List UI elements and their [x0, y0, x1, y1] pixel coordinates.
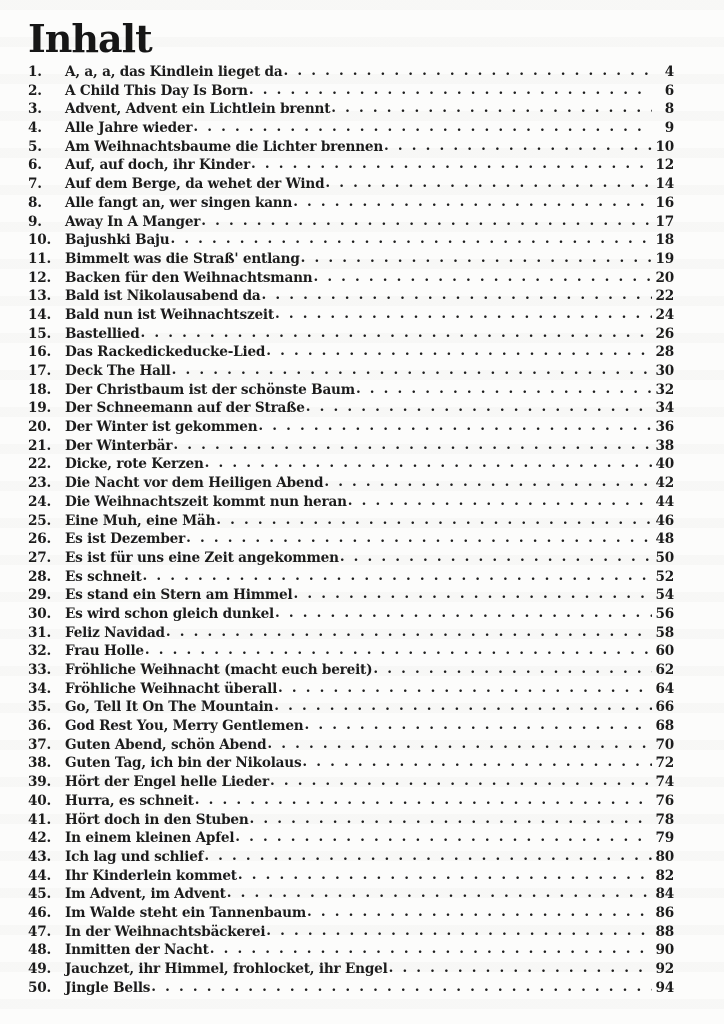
- toc-entry-number: 22.: [28, 456, 52, 473]
- dot-leader: [373, 660, 652, 679]
- toc-entry-page: 24: [655, 306, 674, 323]
- toc-entry-title: Jauchzet, ihr Himmel, frohlocket, ihr Engel: [65, 961, 388, 977]
- dot-leader: [306, 398, 652, 417]
- toc-entry-page: 86: [655, 904, 674, 921]
- toc-entry-title: Es schneit: [65, 568, 142, 585]
- toc-entry: [28, 231, 674, 250]
- toc-entry: [28, 661, 674, 680]
- dot-leader: [293, 585, 652, 604]
- toc-entry-number: 50.: [28, 979, 52, 996]
- toc-entry-page: 94: [655, 979, 674, 996]
- toc-entry-page: 42: [655, 475, 674, 492]
- toc-entry-number: 23.: [28, 475, 52, 492]
- dot-leader: [170, 230, 652, 249]
- toc-entry-page: 18: [655, 232, 674, 249]
- toc-entry: [28, 904, 674, 923]
- toc-entry-number: 30.: [28, 605, 52, 622]
- dot-leader: [205, 454, 652, 473]
- toc-entry-title: A, a, a, das Kindlein lieget da: [65, 64, 283, 80]
- toc-entry-page: 66: [655, 699, 674, 716]
- toc-entry-number: 41.: [28, 811, 52, 828]
- toc-entry-number: 4.: [28, 120, 42, 137]
- dot-leader: [278, 679, 652, 698]
- toc-entry-title: Es wird schon gleich dunkel: [65, 605, 274, 622]
- toc-entry: [28, 213, 674, 232]
- toc-entry-title: Fröhliche Weihnacht überall: [65, 680, 278, 697]
- toc-entry-number: 42.: [28, 830, 52, 847]
- toc-entry-page: 9: [664, 120, 674, 137]
- dot-leader: [193, 118, 652, 137]
- dot-leader: [313, 268, 652, 287]
- toc-entry: [28, 530, 674, 549]
- toc-entry-title: Bald nun ist Weihnachtszeit: [65, 306, 274, 323]
- toc-entry-title: Bimmelt was die Straß' entlang: [65, 250, 300, 267]
- toc-entry-number: 31.: [28, 624, 52, 641]
- toc-entry-page: 32: [655, 381, 674, 398]
- toc-entry-number: 6.: [28, 157, 42, 174]
- toc-entry-title: God Rest You, Merry Gentlemen: [65, 718, 304, 735]
- toc-entry-number: 18.: [28, 381, 52, 398]
- toc-entry-page: 28: [655, 344, 674, 361]
- toc-entry-page: 92: [655, 961, 674, 977]
- dot-leader: [166, 623, 652, 642]
- toc-entry-number: 16.: [28, 344, 52, 361]
- dot-leader: [302, 753, 652, 772]
- toc-entry-number: 9.: [28, 213, 42, 230]
- toc-entry-page: 50: [655, 549, 674, 566]
- toc-entry-title: Frau Holle: [65, 643, 144, 660]
- toc-entry-page: 10: [655, 138, 674, 155]
- toc-entry-page: 22: [655, 288, 674, 305]
- toc-entry: [28, 979, 674, 998]
- dot-leader: [210, 940, 652, 959]
- toc-entry: [28, 287, 674, 306]
- toc-entry: [28, 568, 674, 587]
- toc-entry-number: 19.: [28, 400, 52, 417]
- dot-leader: [275, 604, 652, 623]
- toc-entry-page: 12: [655, 157, 674, 174]
- toc-entry: [28, 381, 674, 400]
- toc-entry-title: Im Walde steht ein Tannenbaum: [65, 904, 307, 921]
- toc-entry-number: 29.: [28, 587, 52, 604]
- toc-entry-number: 43.: [28, 848, 52, 865]
- toc-entry-title: Hurra, es schneit: [65, 792, 194, 809]
- toc-entry-title: Bald ist Nikolausabend da: [65, 288, 261, 305]
- toc-entry: [28, 63, 674, 82]
- toc-entry-title: Am Weihnachtsbaume die Lichter brennen: [65, 138, 384, 155]
- toc-entry-page: 62: [655, 662, 674, 678]
- dot-leader: [258, 417, 652, 436]
- dot-leader: [266, 342, 652, 361]
- toc-entry: [28, 605, 674, 624]
- dot-leader: [145, 641, 652, 660]
- toc-entry-page: 90: [655, 942, 674, 959]
- toc-entry-title: Die Weihnachtszeit kommt nun heran: [65, 493, 347, 510]
- toc-entry-number: 44.: [28, 867, 52, 884]
- dot-leader: [201, 212, 652, 231]
- dot-leader: [293, 193, 652, 212]
- toc-entry-page: 56: [655, 605, 674, 622]
- dot-leader: [151, 978, 652, 997]
- dot-leader: [389, 959, 652, 978]
- toc-entry-title: Der Schneemann auf der Straße: [65, 400, 305, 417]
- toc-entry-title: Bastellied: [65, 325, 140, 342]
- dot-leader: [249, 81, 652, 100]
- toc-entry: [28, 194, 674, 213]
- toc-entry: [28, 811, 674, 830]
- dot-leader: [195, 791, 652, 810]
- toc-entry-page: 76: [655, 792, 674, 809]
- dot-leader: [250, 810, 652, 829]
- toc-entry: [28, 586, 674, 605]
- toc-entry-page: 20: [655, 269, 674, 286]
- toc-entry: [28, 698, 674, 717]
- toc-entry-title: Backen für den Weihnachtsmann: [65, 269, 313, 286]
- toc-entry-page: 17: [655, 213, 674, 230]
- toc-entry-title: Hört doch in den Stuben: [65, 811, 249, 828]
- toc-entry-page: 14: [655, 176, 674, 193]
- toc-entry-title: Guten Tag, ich bin der Nikolaus: [65, 755, 302, 772]
- toc-entry-number: 33.: [28, 662, 52, 678]
- toc-entry: [28, 100, 674, 119]
- toc-entry: [28, 512, 674, 531]
- toc-entry: [28, 325, 674, 344]
- toc-entry-page: 8: [664, 101, 674, 118]
- toc-entry: [28, 549, 674, 568]
- toc-entry: [28, 437, 674, 456]
- toc-entry-number: 12.: [28, 269, 52, 286]
- dot-leader: [307, 903, 652, 922]
- toc-entry-page: 40: [655, 456, 674, 473]
- toc-entry-number: 45.: [28, 886, 52, 903]
- page-title: Inhalt: [28, 16, 152, 61]
- toc-entry-number: 28.: [28, 568, 52, 585]
- toc-entry: [28, 941, 674, 960]
- toc-entry-title: Auf dem Berge, da wehet der Wind: [65, 176, 325, 193]
- dot-leader: [274, 697, 652, 716]
- dot-leader: [238, 866, 652, 885]
- toc-entry: [28, 624, 674, 643]
- dot-leader: [262, 286, 652, 305]
- dot-leader: [331, 99, 652, 118]
- dot-leader: [141, 324, 652, 343]
- toc-entry-title: Eine Muh, eine Mäh: [65, 512, 216, 529]
- toc-entry-page: 82: [655, 867, 674, 884]
- dot-leader: [251, 155, 652, 174]
- toc-entry-page: 36: [655, 419, 674, 436]
- toc-entry-title: Das Rackedickeducke-Lied: [65, 344, 266, 361]
- toc-entry-number: 38.: [28, 755, 52, 772]
- toc-entry-title: Es ist für uns eine Zeit angekommen: [65, 549, 339, 566]
- toc-entry-number: 47.: [28, 923, 52, 940]
- toc-entry: [28, 399, 674, 418]
- toc-entry-page: 54: [655, 587, 674, 604]
- toc-entry-title: Alle fangt an, wer singen kann: [65, 194, 293, 211]
- toc-entry-title: Der Winter ist gekommen: [65, 419, 258, 436]
- toc-entry-page: 60: [655, 643, 674, 660]
- toc-entry: [28, 867, 674, 886]
- dot-leader: [186, 529, 652, 548]
- toc-entry-number: 36.: [28, 718, 52, 735]
- toc-entry-page: 64: [655, 680, 674, 697]
- toc-entry: [28, 418, 674, 437]
- toc-entry-title: Der Winterbär: [65, 437, 173, 454]
- toc-entry-number: 49.: [28, 961, 52, 977]
- dot-leader: [267, 735, 652, 754]
- dot-leader: [275, 305, 652, 324]
- dot-leader: [325, 174, 652, 193]
- toc-entry: [28, 736, 674, 755]
- toc-entry: [28, 773, 674, 792]
- toc-entry-page: 34: [655, 400, 674, 417]
- toc-entry-number: 14.: [28, 306, 52, 323]
- toc-entry-number: 17.: [28, 363, 52, 379]
- toc-entry-page: 48: [655, 531, 674, 548]
- dot-leader: [348, 492, 652, 511]
- toc-entry-title: Deck The Hall: [65, 363, 171, 379]
- toc-entry-number: 40.: [28, 792, 52, 809]
- toc-entry-page: 70: [655, 736, 674, 753]
- toc-entry-title: Jingle Bells: [65, 979, 151, 996]
- toc-entry-title: Auf, auf doch, ihr Kinder: [65, 157, 251, 174]
- toc-entry-title: Der Christbaum ist der schönste Baum: [65, 381, 355, 398]
- dot-leader: [283, 62, 652, 81]
- toc-entry: [28, 269, 674, 288]
- toc-entry: [28, 829, 674, 848]
- toc-entry-title: Ich lag und schlief: [65, 848, 204, 865]
- toc-entry: [28, 362, 674, 381]
- toc-entry-page: 4: [664, 64, 674, 80]
- toc-entry-number: 48.: [28, 942, 52, 959]
- toc-entry-number: 2.: [28, 82, 42, 99]
- toc-entry: [28, 306, 674, 325]
- toc-entry: [28, 848, 674, 867]
- dot-leader: [304, 716, 652, 735]
- dot-leader: [340, 548, 652, 567]
- toc-entry: [28, 754, 674, 773]
- toc-entry: [28, 642, 674, 661]
- toc-entry-page: 44: [655, 493, 674, 510]
- toc-entry-page: 30: [655, 363, 674, 379]
- toc-entry-page: 46: [655, 512, 674, 529]
- toc-entry-title: Feliz Navidad: [65, 624, 165, 641]
- toc-entry-page: 84: [655, 886, 674, 903]
- toc-entry-number: 46.: [28, 904, 52, 921]
- toc-entry-page: 79: [655, 830, 674, 847]
- toc-entry: [28, 175, 674, 194]
- toc-entry: [28, 680, 674, 699]
- toc-entry-title: Guten Abend, schön Abend: [65, 736, 267, 753]
- toc-entry-number: 26.: [28, 531, 52, 548]
- dot-leader: [227, 884, 652, 903]
- toc-entry-number: 10.: [28, 232, 52, 249]
- dot-leader: [270, 772, 652, 791]
- toc-entry-number: 11.: [28, 250, 52, 267]
- toc-entry-number: 39.: [28, 774, 52, 791]
- toc-entry-page: 78: [655, 811, 674, 828]
- dot-leader: [324, 473, 652, 492]
- toc-entry-number: 13.: [28, 288, 52, 305]
- toc-entry-title: Advent, Advent ein Lichtlein brennt: [65, 101, 331, 118]
- dot-leader: [172, 361, 652, 380]
- toc-entry-title: Es ist Dezember: [65, 531, 186, 548]
- toc-entry-title: Away In A Manger: [65, 213, 201, 230]
- toc-entry-title: Im Advent, im Advent: [65, 886, 226, 903]
- toc-entry-number: 27.: [28, 549, 52, 566]
- toc-entry-number: 35.: [28, 699, 52, 716]
- toc-entry-title: In einem kleinen Apfel: [65, 830, 235, 847]
- toc-entry-page: 19: [655, 250, 674, 267]
- dot-leader: [356, 380, 652, 399]
- dot-leader: [204, 847, 652, 866]
- toc-entry-number: 8.: [28, 194, 42, 211]
- toc-entry-page: 26: [655, 325, 674, 342]
- toc-list: [28, 63, 674, 997]
- dot-leader: [266, 922, 652, 941]
- toc-entry: [28, 960, 674, 979]
- toc-entry-title: Ihr Kinderlein kommet: [65, 867, 237, 884]
- toc-entry: [28, 82, 674, 101]
- toc-entry-number: 3.: [28, 101, 42, 118]
- toc-entry-page: 72: [655, 755, 674, 772]
- toc-entry: [28, 792, 674, 811]
- toc-entry-title: Fröhliche Weihnacht (macht euch bereit): [65, 662, 373, 678]
- dot-leader: [173, 436, 652, 455]
- dot-leader: [143, 567, 652, 586]
- dot-leader: [235, 828, 652, 847]
- toc-entry-title: Alle Jahre wieder: [65, 120, 193, 137]
- toc-entry: [28, 717, 674, 736]
- toc-entry-title: Go, Tell It On The Mountain: [65, 699, 274, 716]
- toc-entry: [28, 250, 674, 269]
- toc-entry: [28, 923, 674, 942]
- toc-entry-title: A Child This Day Is Born: [65, 82, 248, 99]
- toc-entry-number: 15.: [28, 325, 52, 342]
- toc-entry-title: Inmitten der Nacht: [65, 942, 209, 959]
- toc-entry-page: 52: [655, 568, 674, 585]
- toc-entry-page: 68: [655, 718, 674, 735]
- toc-entry-number: 34.: [28, 680, 52, 697]
- toc-entry-number: 5.: [28, 138, 42, 155]
- toc-entry-page: 74: [655, 774, 674, 791]
- toc-entry-title: Hört der Engel helle Lieder: [65, 774, 269, 791]
- toc-entry-number: 21.: [28, 437, 52, 454]
- toc-entry: [28, 885, 674, 904]
- toc-entry-number: 24.: [28, 493, 52, 510]
- dot-leader: [301, 249, 652, 268]
- toc-entry-page: 16: [655, 194, 674, 211]
- toc-entry-title: Die Nacht vor dem Heiligen Abend: [65, 475, 324, 492]
- toc-entry-number: 37.: [28, 736, 52, 753]
- toc-entry: [28, 455, 674, 474]
- toc-entry-title: Dicke, rote Kerzen: [65, 456, 204, 473]
- toc-entry: [28, 119, 674, 138]
- dot-leader: [216, 511, 652, 530]
- toc-entry-page: 88: [655, 923, 674, 940]
- toc-entry-title: Bajushki Baju: [65, 232, 170, 249]
- dot-leader: [384, 137, 652, 156]
- toc-entry: [28, 343, 674, 362]
- toc-entry-title: Es stand ein Stern am Himmel: [65, 587, 293, 604]
- toc-entry-number: 20.: [28, 419, 52, 436]
- toc-entry-number: 32.: [28, 643, 52, 660]
- toc-entry-page: 58: [655, 624, 674, 641]
- toc-entry-number: 25.: [28, 512, 52, 529]
- toc-entry-number: 7.: [28, 176, 42, 193]
- toc-entry-page: 80: [655, 848, 674, 865]
- toc-entry-number: 1.: [28, 64, 42, 80]
- toc-entry-page: 38: [655, 437, 674, 454]
- toc-entry: [28, 474, 674, 493]
- toc-entry-title: In der Weihnachtsbäckerei: [65, 923, 266, 940]
- toc-entry-page: 6: [664, 82, 674, 99]
- toc-entry: [28, 156, 674, 175]
- toc-entry: [28, 138, 674, 157]
- toc-entry: [28, 493, 674, 512]
